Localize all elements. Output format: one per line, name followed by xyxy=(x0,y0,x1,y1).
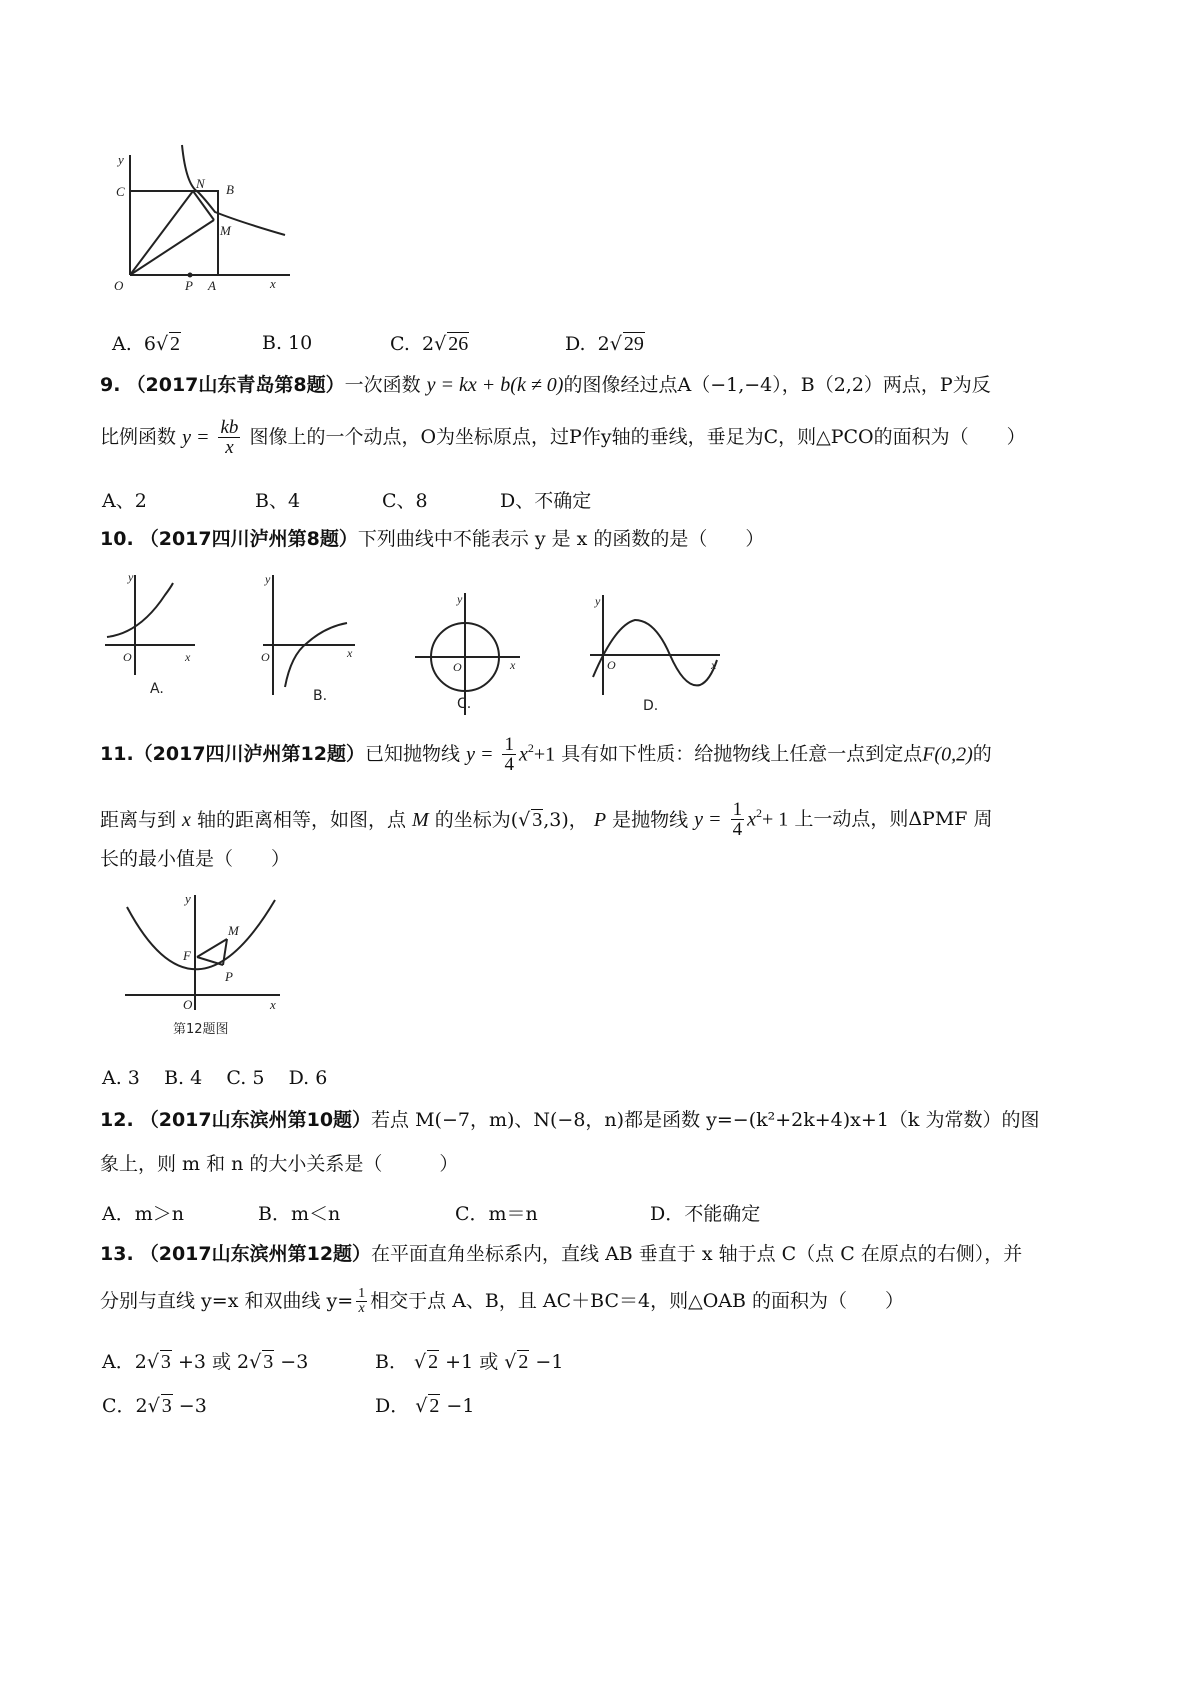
graph-c-x: x xyxy=(510,658,516,672)
label-x: x xyxy=(270,997,276,1012)
label-m: M xyxy=(220,223,231,238)
graph-d-label: D. xyxy=(643,698,659,714)
q8-option-a: A. 6√ 2 xyxy=(112,333,181,355)
point-p-dot xyxy=(188,273,193,278)
label-p: P xyxy=(185,278,193,293)
graph-b-o: O xyxy=(261,650,270,664)
label-o: O xyxy=(183,997,193,1012)
q13-line-2: 分别与直线 y=x 和双曲线 y= $\frac{1}{x}$ 相交于点 A、B，且 AC＋BC＝4，则△OAB 的面积为（ ） xyxy=(100,1286,905,1316)
q9-option-c: C、8 xyxy=(382,490,428,512)
q10-graphs xyxy=(95,565,735,715)
q11-option-a: A. 3 xyxy=(102,1067,140,1089)
q11-figure xyxy=(115,885,295,1045)
label-a: A xyxy=(208,278,216,293)
graph-d-x: x xyxy=(711,658,717,672)
q11-option-b: B. 4 xyxy=(164,1067,203,1089)
q10-line-1: 10. （2017四川泸州第8题）下列曲线中不能表示 y 是 x 的函数的是（ ） xyxy=(100,528,765,550)
graph-b-y: y xyxy=(265,572,271,586)
q8-option-b: B. 10 xyxy=(262,332,313,354)
q13-line-1: 13. （2017山东滨州第12题）在平面直角坐标系内，直线 AB 垂直于 x 轴于点 C（点 C 在原点的右侧），并 xyxy=(100,1243,1023,1265)
q9-option-a: A、2 xyxy=(102,490,147,512)
q11-line-1: 11.（2017四川泸州第12题）已知抛物线 y = $\frac{1}{4}$ $x^2+1$ 具有如下性质：给抛物线上任意一点到定点F(0,2)的 xyxy=(100,734,992,775)
graph-a-x: x xyxy=(185,650,191,664)
graph-b-x: x xyxy=(347,646,353,660)
graph-a-y: y xyxy=(128,570,134,584)
graph-d-y: y xyxy=(595,594,601,608)
q8-option-d: D. 2√ 29 xyxy=(565,333,644,355)
q8-option-c: C. 2√ 26 xyxy=(390,333,469,355)
q12-option-c: C．m＝n xyxy=(455,1203,538,1225)
q9-line-1: 9. （2017山东青岛第8题）一次函数 y = kx + b(k ≠ 0)的图像经过点A（−1,−4），B（2,2）两点，P为反 xyxy=(100,374,991,396)
label-c: C xyxy=(116,184,125,199)
question-number: 9. xyxy=(100,374,121,396)
graph-a-label: A. xyxy=(150,681,164,697)
label-o: O xyxy=(114,278,124,293)
label-f: F xyxy=(183,948,191,963)
q9-line-2: 比例函数 y = $\frac{kb}{x}$ 图像上的一个动点，O为坐标原点，过P作y轴的垂线，垂足为C，则△PCO的面积为（ ） xyxy=(100,417,1026,458)
graph-c-y: y xyxy=(457,592,463,606)
label-n: N xyxy=(196,176,205,191)
label-y: y xyxy=(185,891,191,906)
graph-c-label: C. xyxy=(457,696,472,712)
q12-option-b: B．m＜n xyxy=(258,1203,341,1225)
graph-d-o: O xyxy=(607,658,616,672)
q11-option-d: D. 6 xyxy=(288,1067,328,1089)
fraction-kb-over-x: $\frac{kb}{x}$ xyxy=(220,417,239,458)
figure-caption: 第12题图 xyxy=(173,1022,229,1037)
graph-a-o: O xyxy=(123,650,132,664)
question-source: （2017山东青岛第8题） xyxy=(126,374,345,396)
label-b: B xyxy=(226,182,234,197)
label-p: P xyxy=(225,969,233,984)
q11-line-3: 长的最小值是（ ） xyxy=(100,848,291,870)
q12-option-a: A．m＞n xyxy=(102,1203,184,1225)
q11-line-2: 距离与到 x 轴的距离相等，如图，点 M 的坐标为(√ 3,3)， P 是抛物线 y = $\frac{1}{4}$ $x^2+ 1$ 上一动点，则ΔPMF 周 xyxy=(100,799,993,840)
q12-line-2: 象上，则 m 和 n 的大小关系是（ ） xyxy=(100,1153,459,1175)
q13-option-b: B． √ 2 +1 或 √ 2 −1 xyxy=(375,1351,564,1373)
q13-option-d: D． √ 2 −1 xyxy=(375,1395,475,1417)
label-x: x xyxy=(270,276,276,291)
q11-options xyxy=(102,1067,327,1089)
q12-option-d: D．不能确定 xyxy=(650,1203,761,1225)
q9-option-b: B、4 xyxy=(255,490,301,512)
q12-line-1: 12. （2017山东滨州第10题）若点 M(−7，m)、N(−8，n)都是函数 y=−(k²+2k+4)x+1（k 为常数）的图 xyxy=(100,1109,1040,1131)
graph-b-label: B. xyxy=(313,688,328,704)
q9-option-d: D、不确定 xyxy=(500,490,592,512)
label-y: y xyxy=(118,152,124,167)
q8-figure xyxy=(100,140,300,300)
q13-option-a: A．2√ 3 +3 或 2√ 3 −3 xyxy=(102,1351,309,1373)
label-m: M xyxy=(228,923,239,938)
q11-option-c: C. 5 xyxy=(226,1067,265,1089)
graph-c-o: O xyxy=(453,660,462,674)
q13-option-c: C．2√ 3 −3 xyxy=(102,1395,207,1417)
